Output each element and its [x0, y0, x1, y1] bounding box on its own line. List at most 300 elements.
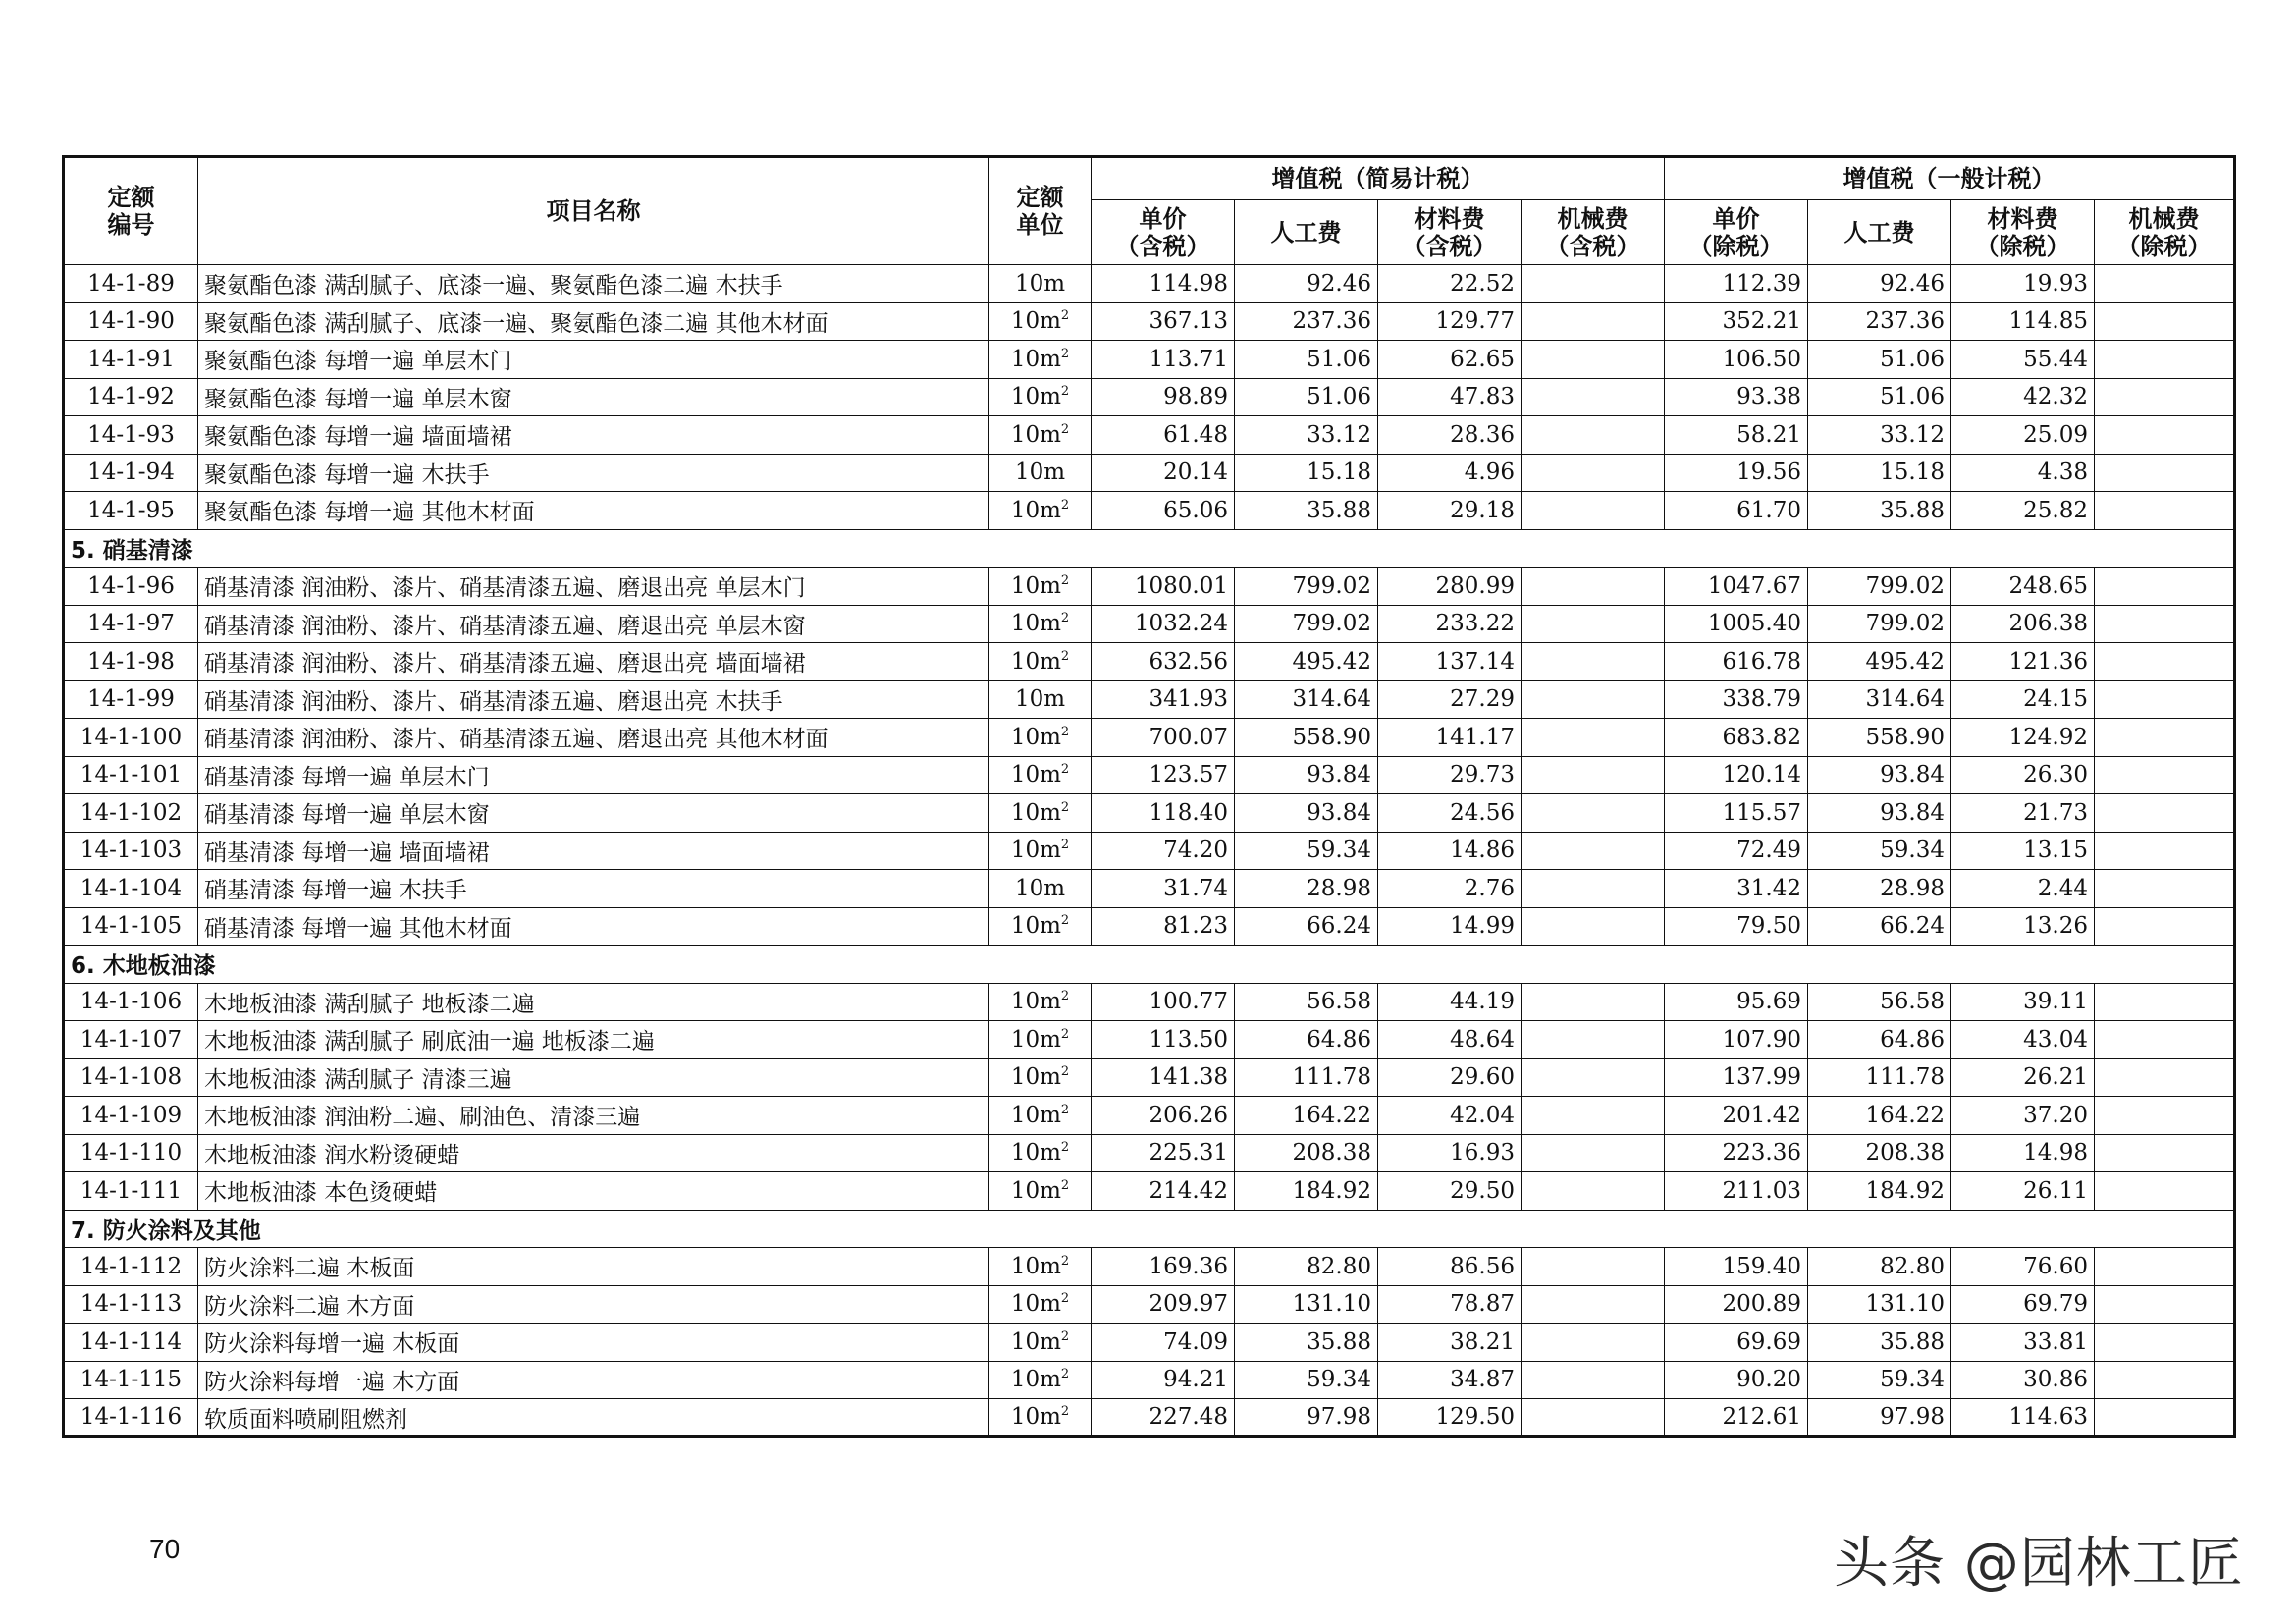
general-unit-price: 95.69	[1665, 983, 1808, 1021]
simple-material: 86.56	[1378, 1248, 1522, 1286]
simple-labor: 56.58	[1235, 983, 1378, 1021]
quota-unit: $10m^2$	[989, 568, 1092, 606]
item-name: 硝基清漆 润油粉、漆片、硝基清漆五遍、磨退出亮 单层木窗	[198, 605, 989, 643]
table-row	[64, 1248, 2235, 1286]
table-row	[64, 794, 2235, 833]
general-machine	[2095, 983, 2235, 1021]
general-machine	[2095, 1361, 2235, 1399]
general-machine	[2095, 605, 2235, 643]
general-unit-price: 120.14	[1665, 756, 1808, 794]
general-labor: 28.98	[1808, 870, 1951, 908]
general-material: 4.38	[1951, 454, 2095, 492]
simple-material: 129.50	[1378, 1399, 1522, 1437]
item-name: 聚氨酯色漆 每增一遍 其他木材面	[198, 492, 989, 530]
quota-unit: 10m	[989, 870, 1092, 908]
simple-unit-price: 225.31	[1092, 1134, 1235, 1172]
quota-code: 14-1-94	[64, 454, 198, 492]
quota-code: 14-1-114	[64, 1324, 198, 1362]
simple-material: 22.52	[1378, 265, 1522, 303]
header-general-price	[1665, 200, 1808, 265]
general-unit-price: 79.50	[1665, 907, 1808, 946]
item-name: 木地板油漆 润油粉二遍、刷油色、清漆三遍	[198, 1097, 989, 1135]
simple-machine	[1522, 1021, 1665, 1059]
simple-labor: 495.42	[1235, 643, 1378, 681]
general-machine	[2095, 454, 2235, 492]
general-machine	[2095, 1248, 2235, 1286]
table-row	[64, 568, 2235, 606]
simple-material: 47.83	[1378, 378, 1522, 416]
simple-material: 280.99	[1378, 568, 1522, 606]
general-machine	[2095, 870, 2235, 908]
general-material: 114.85	[1951, 302, 2095, 341]
general-machine	[2095, 1097, 2235, 1135]
simple-labor: 97.98	[1235, 1399, 1378, 1437]
general-machine	[2095, 1172, 2235, 1211]
simple-unit-price: 206.26	[1092, 1097, 1235, 1135]
general-machine	[2095, 756, 2235, 794]
simple-machine	[1522, 870, 1665, 908]
table-row	[64, 832, 2235, 870]
simple-labor: 799.02	[1235, 605, 1378, 643]
quota-unit: 10m	[989, 454, 1092, 492]
quota-unit: $10m^2$	[989, 983, 1092, 1021]
general-material: 25.82	[1951, 492, 2095, 530]
simple-unit-price: 94.21	[1092, 1361, 1235, 1399]
simple-machine	[1522, 1058, 1665, 1097]
simple-unit-price: 123.57	[1092, 756, 1235, 794]
general-labor: 35.88	[1808, 1324, 1951, 1362]
simple-unit-price: 113.50	[1092, 1021, 1235, 1059]
item-name: 木地板油漆 满刮腻子 地板漆二遍	[198, 983, 989, 1021]
general-unit-price: 212.61	[1665, 1399, 1808, 1437]
table-row	[64, 265, 2235, 303]
header-code	[64, 157, 198, 265]
quota-unit: $10m^2$	[989, 643, 1092, 681]
general-machine	[2095, 378, 2235, 416]
general-machine	[2095, 680, 2235, 719]
general-labor: 51.06	[1808, 341, 1951, 379]
general-machine	[2095, 1021, 2235, 1059]
general-material: 114.63	[1951, 1399, 2095, 1437]
general-unit-price: 72.49	[1665, 832, 1808, 870]
general-labor: 93.84	[1808, 794, 1951, 833]
general-material: 25.09	[1951, 416, 2095, 455]
simple-labor: 799.02	[1235, 568, 1378, 606]
simple-machine	[1522, 1361, 1665, 1399]
simple-material: 24.56	[1378, 794, 1522, 833]
table-row	[64, 1285, 2235, 1324]
quota-unit: $10m^2$	[989, 832, 1092, 870]
item-name: 防火涂料二遍 木方面	[198, 1285, 989, 1324]
simple-unit-price: 61.48	[1092, 416, 1235, 455]
simple-machine	[1522, 719, 1665, 757]
quota-unit: $10m^2$	[989, 1248, 1092, 1286]
simple-unit-price: 98.89	[1092, 378, 1235, 416]
general-labor: 164.22	[1808, 1097, 1951, 1135]
general-unit-price: 683.82	[1665, 719, 1808, 757]
item-name: 防火涂料每增一遍 木板面	[198, 1324, 989, 1362]
general-labor: 131.10	[1808, 1285, 1951, 1324]
quota-unit: $10m^2$	[989, 1172, 1092, 1211]
header-simple-labor-text: 人工费	[1270, 218, 1342, 246]
simple-labor: 59.34	[1235, 832, 1378, 870]
simple-unit-price: 31.74	[1092, 870, 1235, 908]
quota-unit: $10m^2$	[989, 1058, 1092, 1097]
section-row	[64, 946, 2235, 984]
simple-machine	[1522, 983, 1665, 1021]
quota-code: 14-1-103	[64, 832, 198, 870]
item-name: 聚氨酯色漆 每增一遍 木扶手	[198, 454, 989, 492]
quota-code: 14-1-110	[64, 1134, 198, 1172]
header-group-general: 增值税（一般计税）	[1665, 157, 2235, 200]
header-simple-material	[1378, 200, 1522, 265]
simple-material: 48.64	[1378, 1021, 1522, 1059]
simple-unit-price: 141.38	[1092, 1058, 1235, 1097]
table-row	[64, 302, 2235, 341]
header-general-material-text: 材料费 （除税）	[1975, 204, 2070, 260]
simple-labor: 82.80	[1235, 1248, 1378, 1286]
simple-material: 129.77	[1378, 302, 1522, 341]
simple-machine	[1522, 492, 1665, 530]
general-material: 42.32	[1951, 378, 2095, 416]
item-name: 木地板油漆 满刮腻子 刷底油一遍 地板漆二遍	[198, 1021, 989, 1059]
quota-unit: 10m	[989, 680, 1092, 719]
simple-material: 78.87	[1378, 1285, 1522, 1324]
table-row	[64, 416, 2235, 455]
general-material: 206.38	[1951, 605, 2095, 643]
item-name: 聚氨酯色漆 满刮腻子、底漆一遍、聚氨酯色漆二遍 木扶手	[198, 265, 989, 303]
simple-unit-price: 81.23	[1092, 907, 1235, 946]
header-unit	[989, 157, 1092, 265]
general-labor: 93.84	[1808, 756, 1951, 794]
simple-labor: 35.88	[1235, 492, 1378, 530]
item-name: 硝基清漆 润油粉、漆片、硝基清漆五遍、磨退出亮 墙面墙裙	[198, 643, 989, 681]
general-labor: 799.02	[1808, 568, 1951, 606]
general-labor: 208.38	[1808, 1134, 1951, 1172]
table-row	[64, 1172, 2235, 1211]
simple-unit-price: 209.97	[1092, 1285, 1235, 1324]
simple-labor: 164.22	[1235, 1097, 1378, 1135]
simple-material: 14.99	[1378, 907, 1522, 946]
simple-unit-price: 1032.24	[1092, 605, 1235, 643]
quota-code: 14-1-101	[64, 756, 198, 794]
item-name: 木地板油漆 润水粉烫硬蜡	[198, 1134, 989, 1172]
general-unit-price: 201.42	[1665, 1097, 1808, 1135]
quota-code: 14-1-97	[64, 605, 198, 643]
simple-unit-price: 20.14	[1092, 454, 1235, 492]
item-name: 聚氨酯色漆 每增一遍 单层木门	[198, 341, 989, 379]
item-name: 硝基清漆 每增一遍 单层木门	[198, 756, 989, 794]
general-unit-price: 106.50	[1665, 341, 1808, 379]
general-labor: 35.88	[1808, 492, 1951, 530]
general-labor: 59.34	[1808, 832, 1951, 870]
general-labor: 184.92	[1808, 1172, 1951, 1211]
simple-labor: 93.84	[1235, 756, 1378, 794]
general-labor: 66.24	[1808, 907, 1951, 946]
simple-labor: 51.06	[1235, 378, 1378, 416]
general-material: 30.86	[1951, 1361, 2095, 1399]
general-material: 37.20	[1951, 1097, 2095, 1135]
simple-labor: 237.36	[1235, 302, 1378, 341]
quota-unit: $10m^2$	[989, 1324, 1092, 1362]
item-name: 木地板油漆 本色烫硬蜡	[198, 1172, 989, 1211]
quota-code: 14-1-90	[64, 302, 198, 341]
general-labor: 92.46	[1808, 265, 1951, 303]
quota-unit: $10m^2$	[989, 605, 1092, 643]
general-material: 26.21	[1951, 1058, 2095, 1097]
general-machine	[2095, 1058, 2235, 1097]
general-labor: 97.98	[1808, 1399, 1951, 1437]
simple-labor: 59.34	[1235, 1361, 1378, 1399]
simple-labor: 184.92	[1235, 1172, 1378, 1211]
quota-code: 14-1-104	[64, 870, 198, 908]
general-material: 2.44	[1951, 870, 2095, 908]
quota-code: 14-1-91	[64, 341, 198, 379]
simple-unit-price: 65.06	[1092, 492, 1235, 530]
general-machine	[2095, 416, 2235, 455]
general-machine	[2095, 492, 2235, 530]
general-machine	[2095, 568, 2235, 606]
header-simple-machine	[1522, 200, 1665, 265]
quota-code: 14-1-100	[64, 719, 198, 757]
section-title: 7. 防火涂料及其他	[64, 1210, 2235, 1248]
simple-material: 14.86	[1378, 832, 1522, 870]
quota-unit: 10m	[989, 265, 1092, 303]
general-unit-price: 159.40	[1665, 1248, 1808, 1286]
general-unit-price: 616.78	[1665, 643, 1808, 681]
quota-unit: $10m^2$	[989, 302, 1092, 341]
table-body	[64, 265, 2235, 1437]
quota-table	[62, 155, 2236, 1438]
general-labor: 111.78	[1808, 1058, 1951, 1097]
simple-machine	[1522, 302, 1665, 341]
simple-labor: 66.24	[1235, 907, 1378, 946]
general-unit-price: 107.90	[1665, 1021, 1808, 1059]
item-name: 聚氨酯色漆 满刮腻子、底漆一遍、聚氨酯色漆二遍 其他木材面	[198, 302, 989, 341]
simple-unit-price: 100.77	[1092, 983, 1235, 1021]
quota-unit: $10m^2$	[989, 1134, 1092, 1172]
table-row	[64, 907, 2235, 946]
header-general-machine-text: 机械费 （除税）	[2116, 204, 2212, 260]
general-labor: 495.42	[1808, 643, 1951, 681]
general-machine	[2095, 1285, 2235, 1324]
general-unit-price: 93.38	[1665, 378, 1808, 416]
simple-unit-price: 227.48	[1092, 1399, 1235, 1437]
general-material: 13.26	[1951, 907, 2095, 946]
quota-code: 14-1-99	[64, 680, 198, 719]
general-unit-price: 31.42	[1665, 870, 1808, 908]
general-labor: 33.12	[1808, 416, 1951, 455]
general-labor: 314.64	[1808, 680, 1951, 719]
general-unit-price: 223.36	[1665, 1134, 1808, 1172]
table-row	[64, 870, 2235, 908]
header-general-labor	[1808, 200, 1951, 265]
header-simple-price	[1092, 200, 1235, 265]
simple-machine	[1522, 378, 1665, 416]
general-machine	[2095, 1324, 2235, 1362]
quota-unit: $10m^2$	[989, 1021, 1092, 1059]
simple-machine	[1522, 1134, 1665, 1172]
quota-code: 14-1-116	[64, 1399, 198, 1437]
general-labor: 799.02	[1808, 605, 1951, 643]
simple-labor: 28.98	[1235, 870, 1378, 908]
header-name: 项目名称	[198, 157, 989, 265]
quota-unit: $10m^2$	[989, 1399, 1092, 1437]
header-simple-machine-text: 机械费 （含税）	[1545, 204, 1640, 260]
simple-material: 44.19	[1378, 983, 1522, 1021]
simple-machine	[1522, 1285, 1665, 1324]
quota-unit: $10m^2$	[989, 719, 1092, 757]
quota-code: 14-1-109	[64, 1097, 198, 1135]
simple-material: 233.22	[1378, 605, 1522, 643]
general-machine	[2095, 794, 2235, 833]
header-code-text: 定额 编号	[107, 184, 155, 239]
simple-machine	[1522, 568, 1665, 606]
table-row	[64, 1134, 2235, 1172]
header-simple-labor	[1235, 200, 1378, 265]
general-labor: 237.36	[1808, 302, 1951, 341]
general-machine	[2095, 643, 2235, 681]
quota-code: 14-1-102	[64, 794, 198, 833]
header-general-labor-text: 人工费	[1843, 218, 1915, 246]
simple-unit-price: 169.36	[1092, 1248, 1235, 1286]
simple-unit-price: 114.98	[1092, 265, 1235, 303]
simple-machine	[1522, 265, 1665, 303]
table-row	[64, 983, 2235, 1021]
quota-unit: $10m^2$	[989, 907, 1092, 946]
simple-machine	[1522, 643, 1665, 681]
table-row	[64, 605, 2235, 643]
simple-material: 137.14	[1378, 643, 1522, 681]
item-name: 木地板油漆 满刮腻子 清漆三遍	[198, 1058, 989, 1097]
general-unit-price: 90.20	[1665, 1361, 1808, 1399]
quota-code: 14-1-105	[64, 907, 198, 946]
table-row	[64, 1361, 2235, 1399]
general-material: 14.98	[1951, 1134, 2095, 1172]
simple-material: 2.76	[1378, 870, 1522, 908]
table-row	[64, 1058, 2235, 1097]
item-name: 硝基清漆 润油粉、漆片、硝基清漆五遍、磨退出亮 其他木材面	[198, 719, 989, 757]
general-material: 24.15	[1951, 680, 2095, 719]
general-material: 43.04	[1951, 1021, 2095, 1059]
general-material: 33.81	[1951, 1324, 2095, 1362]
simple-labor: 314.64	[1235, 680, 1378, 719]
general-labor: 59.34	[1808, 1361, 1951, 1399]
item-name: 防火涂料二遍 木板面	[198, 1248, 989, 1286]
header-general-material	[1951, 200, 2095, 265]
simple-machine	[1522, 907, 1665, 946]
simple-machine	[1522, 1172, 1665, 1211]
quota-unit: $10m^2$	[989, 341, 1092, 379]
general-unit-price: 69.69	[1665, 1324, 1808, 1362]
general-material: 26.30	[1951, 756, 2095, 794]
simple-material: 29.18	[1378, 492, 1522, 530]
header-unit-text: 定额 单位	[1016, 184, 1064, 239]
general-material: 21.73	[1951, 794, 2095, 833]
simple-unit-price: 74.20	[1092, 832, 1235, 870]
simple-machine	[1522, 1097, 1665, 1135]
simple-machine	[1522, 1324, 1665, 1362]
general-material: 26.11	[1951, 1172, 2095, 1211]
simple-machine	[1522, 756, 1665, 794]
table-row	[64, 1324, 2235, 1362]
quota-code: 14-1-108	[64, 1058, 198, 1097]
general-material: 39.11	[1951, 983, 2095, 1021]
simple-labor: 33.12	[1235, 416, 1378, 455]
simple-unit-price: 74.09	[1092, 1324, 1235, 1362]
general-machine	[2095, 1399, 2235, 1437]
item-name: 硝基清漆 每增一遍 木扶手	[198, 870, 989, 908]
simple-machine	[1522, 1399, 1665, 1437]
simple-material: 29.50	[1378, 1172, 1522, 1211]
item-name: 硝基清漆 每增一遍 其他木材面	[198, 907, 989, 946]
simple-material: 38.21	[1378, 1324, 1522, 1362]
section-row	[64, 1210, 2235, 1248]
simple-unit-price: 214.42	[1092, 1172, 1235, 1211]
general-unit-price: 61.70	[1665, 492, 1808, 530]
quota-code: 14-1-106	[64, 983, 198, 1021]
table-row	[64, 756, 2235, 794]
general-machine	[2095, 907, 2235, 946]
simple-material: 16.93	[1378, 1134, 1522, 1172]
item-name: 软质面料喷刷阻燃剂	[198, 1399, 989, 1437]
general-machine	[2095, 302, 2235, 341]
item-name: 聚氨酯色漆 每增一遍 墙面墙裙	[198, 416, 989, 455]
simple-unit-price: 113.71	[1092, 341, 1235, 379]
simple-machine	[1522, 454, 1665, 492]
general-unit-price: 137.99	[1665, 1058, 1808, 1097]
simple-material: 27.29	[1378, 680, 1522, 719]
general-unit-price: 1047.67	[1665, 568, 1808, 606]
table-row	[64, 492, 2235, 530]
general-machine	[2095, 341, 2235, 379]
table-row	[64, 454, 2235, 492]
quota-unit: $10m^2$	[989, 492, 1092, 530]
general-material: 69.79	[1951, 1285, 2095, 1324]
quota-unit: $10m^2$	[989, 1361, 1092, 1399]
general-labor: 558.90	[1808, 719, 1951, 757]
simple-unit-price: 367.13	[1092, 302, 1235, 341]
general-machine	[2095, 1134, 2235, 1172]
quota-unit: $10m^2$	[989, 1285, 1092, 1324]
section-title: 6. 木地板油漆	[64, 946, 2235, 984]
quota-code: 14-1-98	[64, 643, 198, 681]
header-simple-price-text: 单价 （含税）	[1115, 204, 1210, 260]
simple-machine	[1522, 794, 1665, 833]
quota-unit: $10m^2$	[989, 756, 1092, 794]
quota-code: 14-1-92	[64, 378, 198, 416]
simple-labor: 51.06	[1235, 341, 1378, 379]
section-row	[64, 529, 2235, 568]
general-labor: 51.06	[1808, 378, 1951, 416]
general-material: 76.60	[1951, 1248, 2095, 1286]
quota-unit: $10m^2$	[989, 378, 1092, 416]
general-labor: 64.86	[1808, 1021, 1951, 1059]
simple-material: 34.87	[1378, 1361, 1522, 1399]
simple-material: 29.60	[1378, 1058, 1522, 1097]
simple-labor: 208.38	[1235, 1134, 1378, 1172]
simple-machine	[1522, 416, 1665, 455]
item-name: 聚氨酯色漆 每增一遍 单层木窗	[198, 378, 989, 416]
simple-unit-price: 632.56	[1092, 643, 1235, 681]
general-material: 121.36	[1951, 643, 2095, 681]
simple-unit-price: 700.07	[1092, 719, 1235, 757]
general-unit-price: 211.03	[1665, 1172, 1808, 1211]
simple-machine	[1522, 1248, 1665, 1286]
quota-code: 14-1-112	[64, 1248, 198, 1286]
quota-code: 14-1-113	[64, 1285, 198, 1324]
item-name: 防火涂料每增一遍 木方面	[198, 1361, 989, 1399]
